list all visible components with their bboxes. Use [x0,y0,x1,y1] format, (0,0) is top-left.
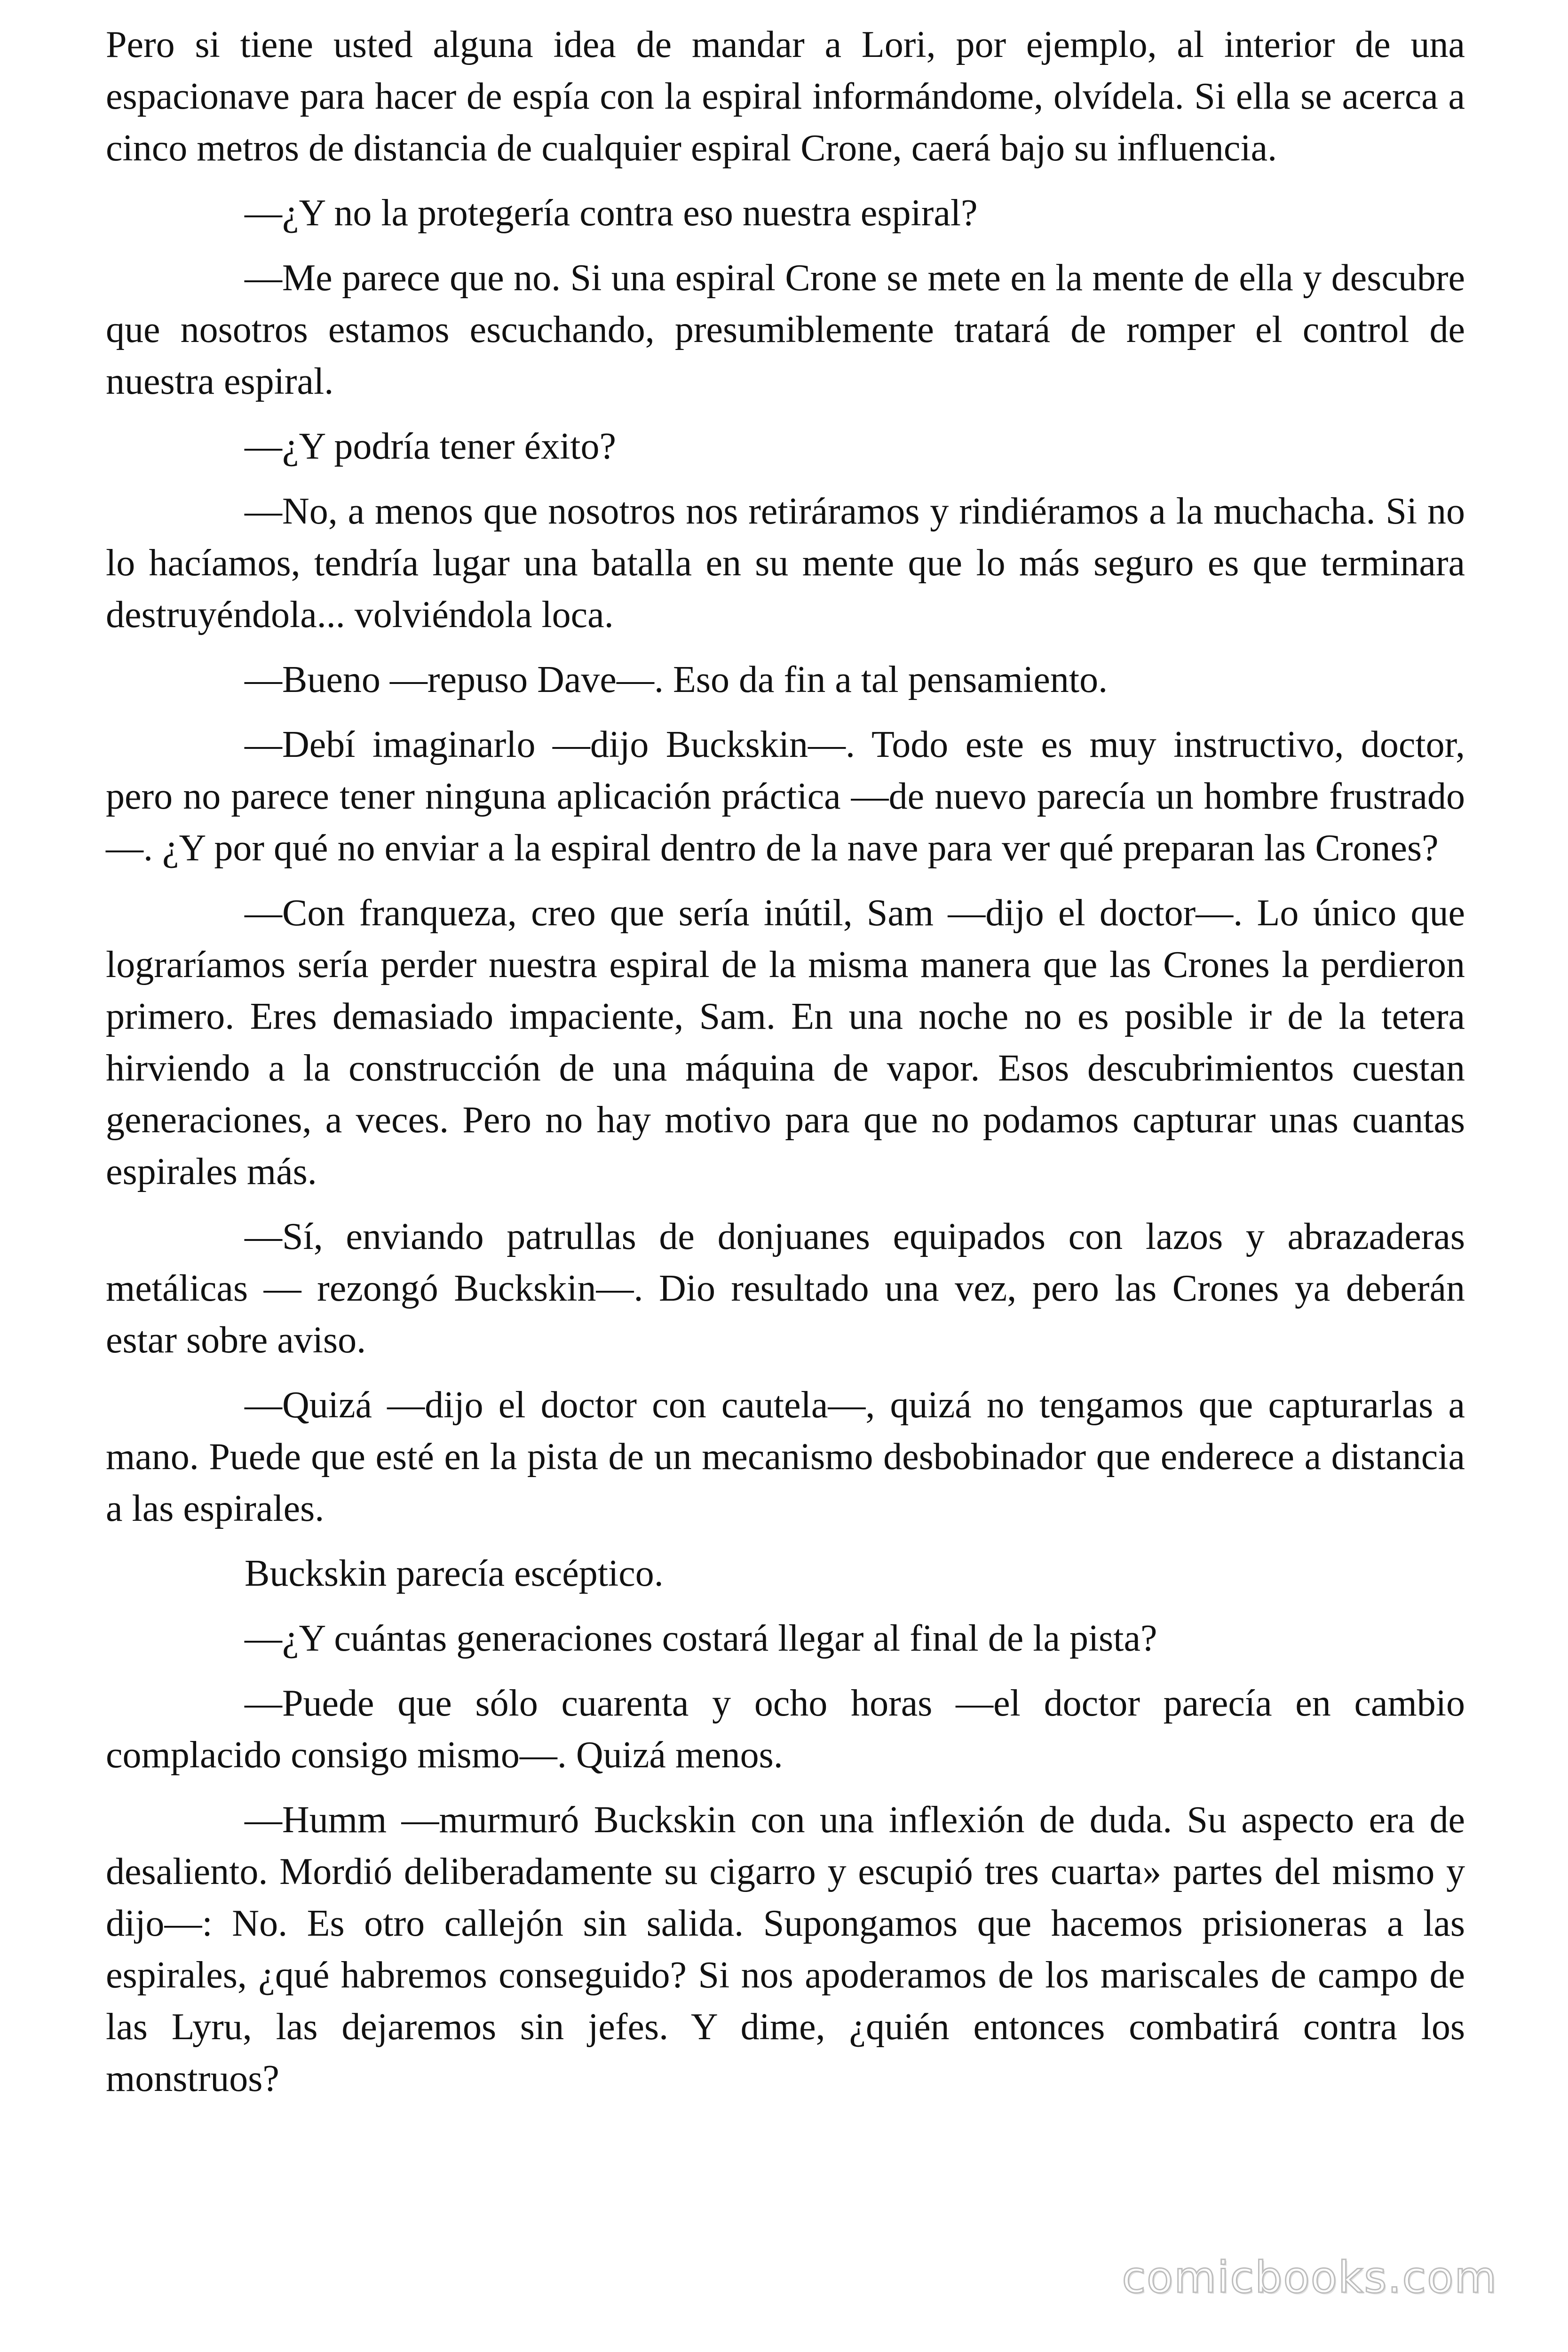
paragraph: —Sí, enviando patrullas de donjuanes equipados con lazos y abrazaderas metálicas — rezongó Buckskin—. Dio resultado una vez, pero las Crones ya deberán estar sobre aviso. [106,1216,1465,1361]
paragraph: —¿Y no la protegería contra eso nuestra espiral? [245,192,978,234]
paragraph: —Debí imaginarlo —dijo Buckskin—. Todo este es muy instructivo, doctor, pero no parece tener ninguna aplicación práctica —de nuevo parecía un hombre frustrado—. ¿Y por qué no enviar a la espiral dentro de la nave para ver qué preparan las Crones? [106,724,1465,869]
paragraph: —Con franqueza, creo que sería inútil, Sam —dijo el doctor—. Lo único que lograríamos sería perder nuestra espiral de la misma manera que las Crones la perdieron primero. Eres demasiado impaciente, Sam. En una noche no es posible ir de la tetera hirviendo a la construcción de una máquina de vapor. Esos descubrimientos cuestan generaciones, a veces. Pero no hay motivo para que no podamos capturar unas cuantas espirales más. [106,892,1465,1192]
paragraph: —¿Y podría tener éxito? [245,426,617,467]
paragraph: —Bueno —repuso Dave—. Eso da fin a tal pensamiento. [245,659,1108,700]
site-watermark: comicbooks.com [1122,2252,1497,2303]
page-body [106,19,1465,2118]
paragraph: —Me parece que no. Si una espiral Crone se mete en la mente de ella y descubre que nosotros estamos escuchando, presumiblemente tratará de romper el control de nuestra espiral. [106,257,1465,402]
paragraph: —¿Y cuántas generaciones costará llegar al final de la pista? [245,1618,1157,1659]
paragraph: —No, a menos que nosotros nos retiráramos y rindiéramos a la muchacha. Si no lo hacíamos, tendría lugar una batalla en su mente que lo más seguro es que terminara destruyéndola... volviéndola loca. [106,491,1465,636]
paragraph: —Puede que sólo cuarenta y ocho horas —el doctor parecía en cambio complacido consigo mismo—. Quizá menos. [106,1683,1465,1776]
paragraph: —Humm —murmuró Buckskin con una inflexión de duda. Su aspecto era de desaliento. Mordió deliberadamente su cigarro y escupió tres cuarta» partes del mismo y dijo—: No. Es otro callejón sin salida. Supongamos que hacemos prisioneras a las espirales, ¿qué habremos conseguido? Si nos apoderamos de los mariscales de campo de las Lyru, las dejaremos sin jefes. Y dime, ¿quién entonces combatirá contra los monstruos? [106,1799,1465,2099]
paragraph: Pero si tiene usted alguna idea de mandar a Lori, por ejemplo, al interior de una espacionave para hacer de espía con la espiral informándome, olvídela. Si ella se acerca a cinco metros de distancia de cualquier espiral Crone, caerá bajo su influencia. [106,24,1465,169]
paragraph: Buckskin parecía escéptico. [245,1553,664,1594]
paragraph: —Quizá —dijo el doctor con cautela—, quizá no tengamos que capturarlas a mano. Puede que esté en la pista de un mecanismo desbobinador que enderece a distancia a las espirales. [106,1384,1465,1529]
